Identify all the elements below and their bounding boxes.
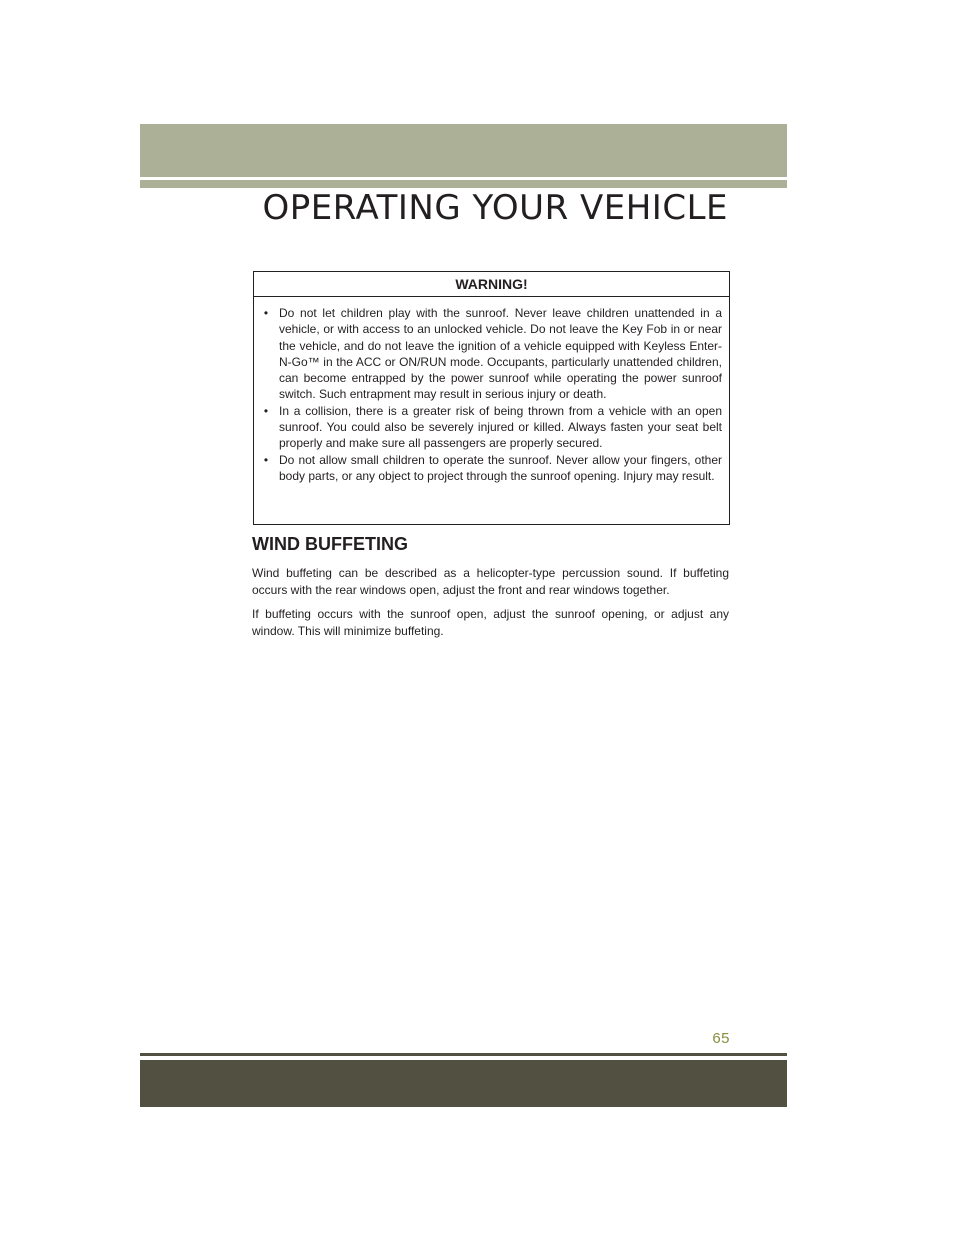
bullet-icon: • [263,306,269,320]
warning-item-text: Do not let children play with the sunroof. Never leave children unattended in a vehicle, or with access to an unlocked vehicle. Do not leave the Key Fob in or near the vehicle, and do not leave the ignition of a vehicle equipped with Keyless Enter-N-Go™ in the ACC or ON/RUN mode. Occupants, particularly unattended children, can become entrapped by the power sunroof while operating the power sunroof switch. Such entrapment may result in serious injury or death. [279,306,722,402]
section-title: OPERATING YOUR VEHICLE [262,188,728,228]
warning-item-text: Do not allow small children to operate the sunroof. Never allow your fingers, other body parts, or any object to project through the sunroof opening. Injury may result. [279,452,722,483]
warning-item-text: In a collision, there is a greater risk of being thrown from a vehicle with an open sunroof. You could also be severely injured or killed. Always fasten your seat belt properly and make sure all passengers are properly secured. [279,403,722,451]
wind-buffeting-paragraph: If buffeting occurs with the sunroof open, adjust the sunroof opening, or adjust any window. This will minimize buffeting. [252,607,729,638]
header-band [140,124,787,177]
wind-buffeting-heading: WIND BUFFETING [252,534,408,554]
warning-item [261,403,722,452]
footer-stripe [140,1053,787,1056]
footer-band [140,1060,787,1107]
page-number: 65 [712,1030,730,1047]
bullet-icon: • [263,403,269,418]
bullet-icon: • [263,452,269,467]
warning-box [253,271,730,525]
warning-title: WARNING! [254,272,729,297]
warning-item [261,452,722,485]
header-stripe [140,180,787,188]
wind-buffeting-paragraph: Wind buffeting can be described as a helicopter-type percussion sound. If buffeting occurs with the rear windows open, adjust the front and rear windows together. [252,566,729,597]
warning-list [254,297,729,484]
warning-item [261,305,722,403]
